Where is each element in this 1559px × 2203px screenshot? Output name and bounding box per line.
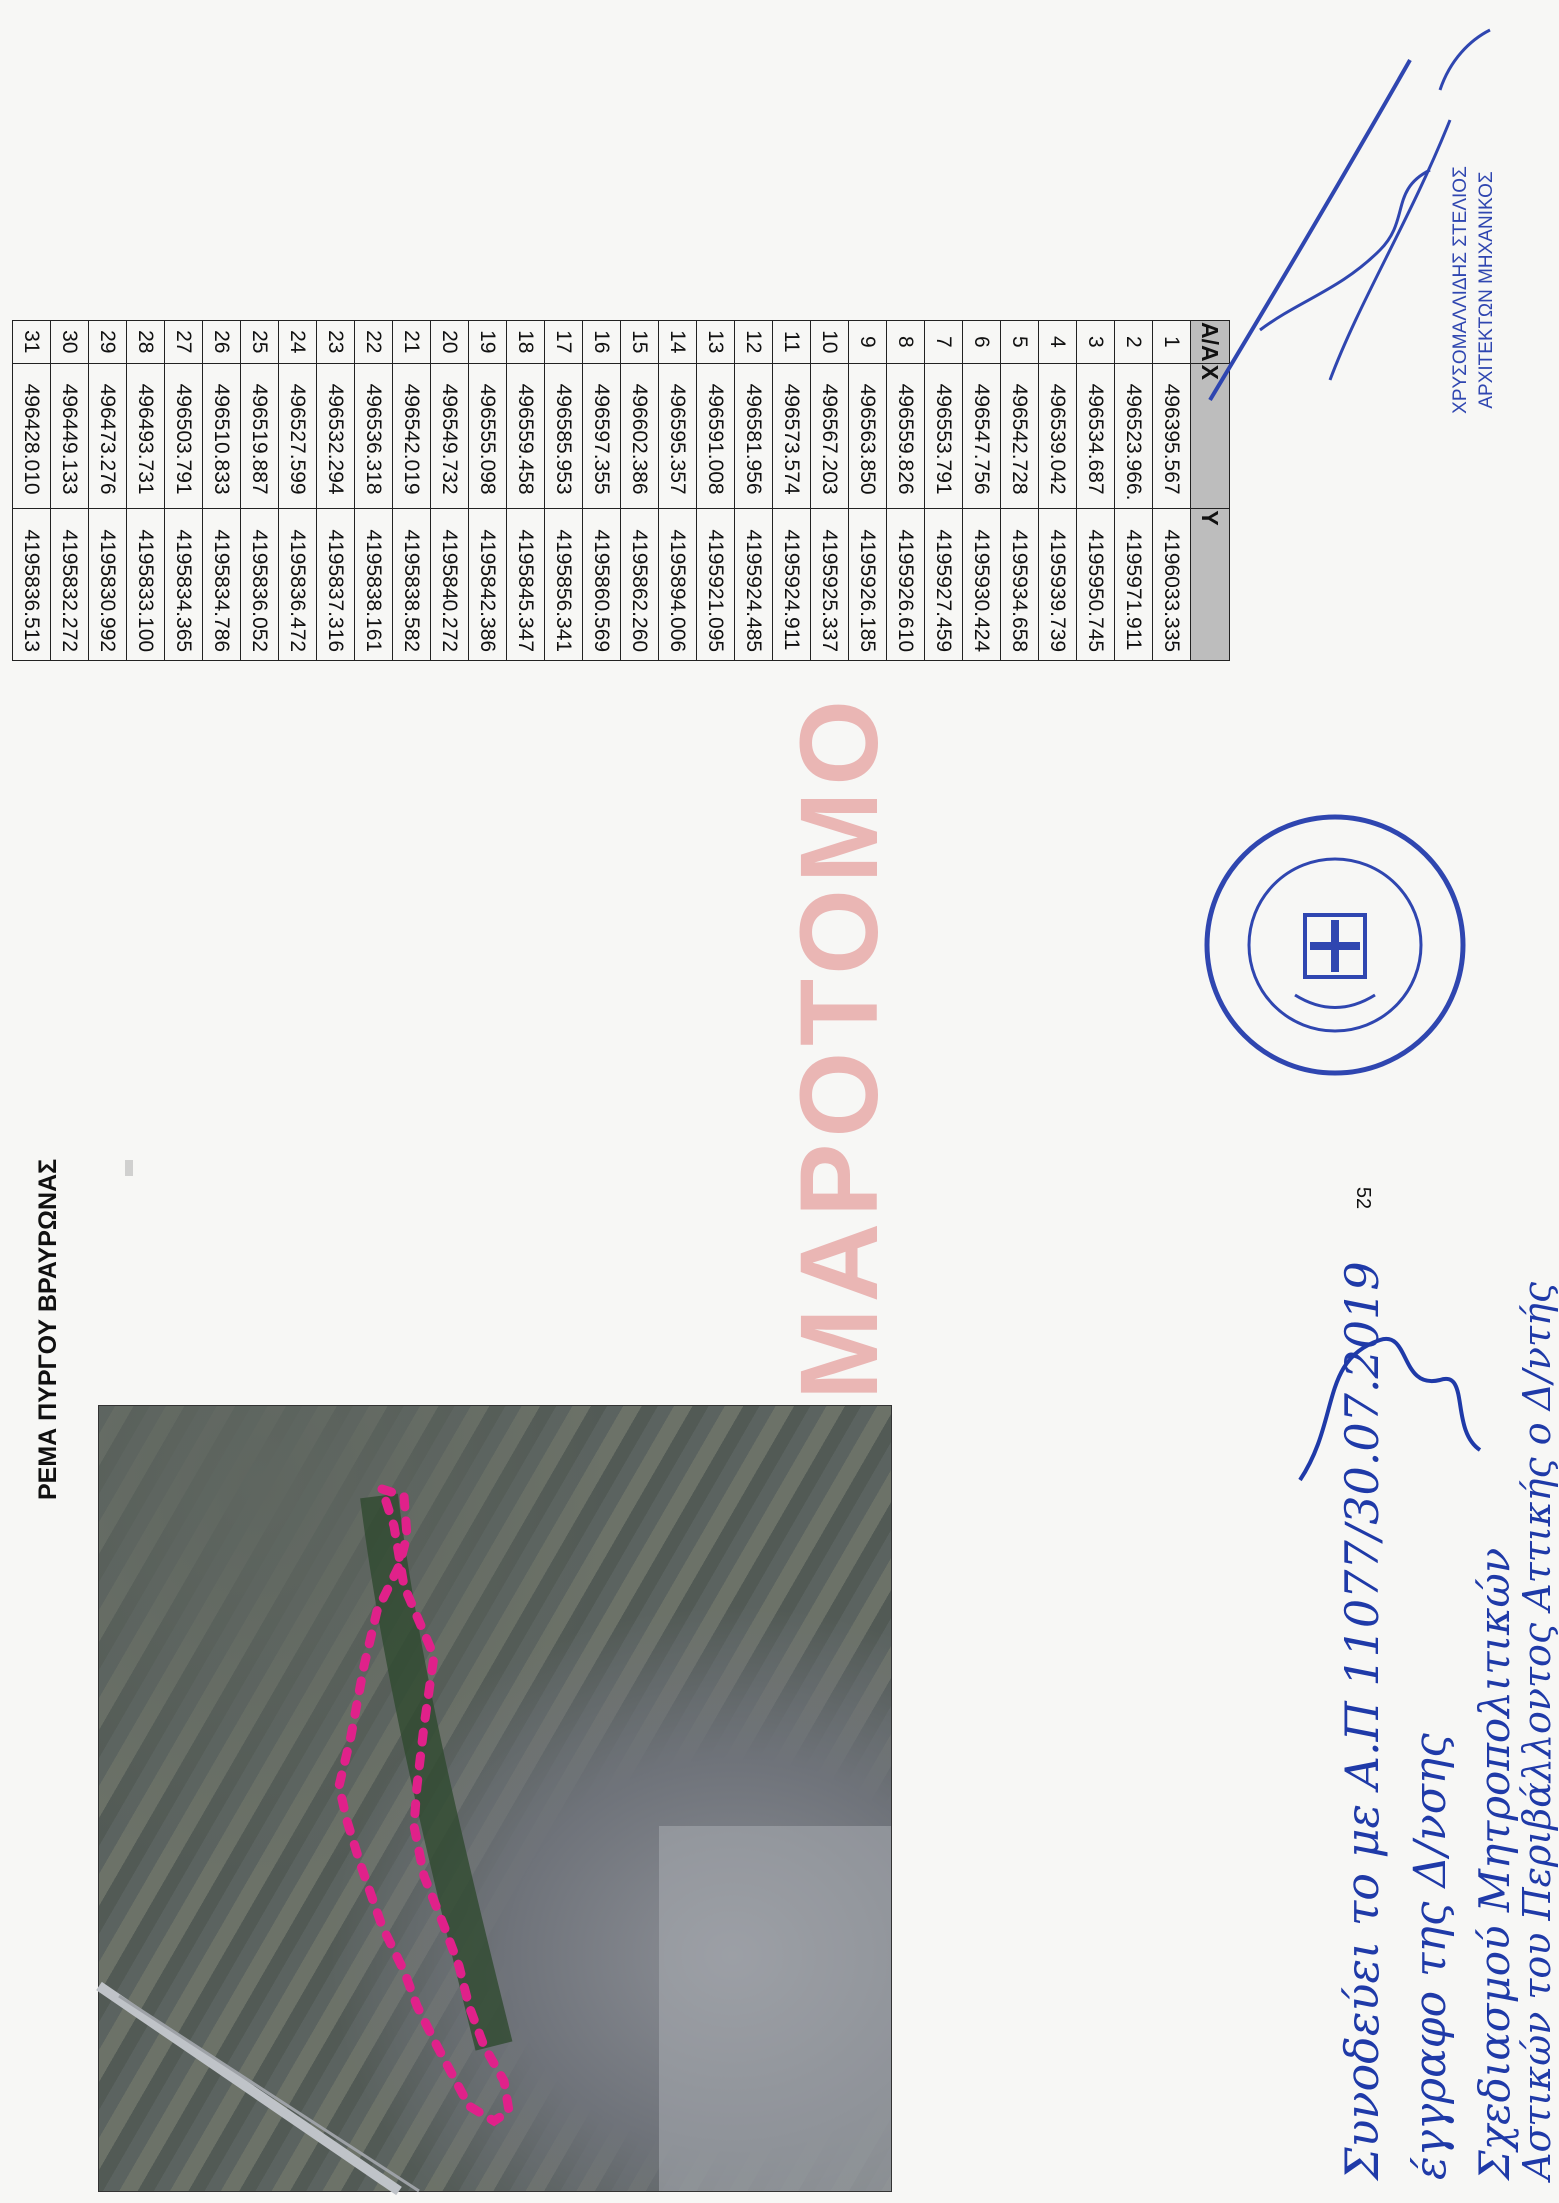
table-row	[393, 321, 431, 661]
table-cell-y: 4195926.610	[887, 509, 925, 661]
table-cell-index: 30	[51, 321, 89, 364]
table-cell-y: 4196033.335	[1153, 509, 1191, 661]
page-number: 52	[1352, 1186, 1374, 1210]
table-row	[355, 321, 393, 661]
map-overlay	[99, 1406, 891, 2191]
table-cell-x: 496549.732	[431, 363, 469, 509]
table-cell-index: 8	[887, 321, 925, 364]
table-cell-index: 10	[811, 321, 849, 364]
official-seal-stamp	[1195, 805, 1475, 1090]
scan-artifact	[125, 1160, 133, 1176]
satellite-map-image	[98, 1405, 892, 2192]
table-cell-x: 496542.728	[1001, 363, 1039, 509]
table-cell-index: 17	[545, 321, 583, 364]
signature-stamp-top	[1190, 0, 1520, 425]
table-row	[127, 321, 165, 661]
table-cell-index: 14	[659, 321, 697, 364]
table-cell-index: 3	[1077, 321, 1115, 364]
coordinates-table	[12, 320, 1230, 661]
table-cell-x: 496449.133	[51, 363, 89, 509]
table-row	[1001, 321, 1039, 661]
table-cell-x: 496547.756	[963, 363, 1001, 509]
table-row	[773, 321, 811, 661]
table-cell-x: 496559.458	[507, 363, 545, 509]
table-cell-index: 25	[241, 321, 279, 364]
table-row	[1153, 321, 1191, 661]
table-cell-x: 496581.956	[735, 363, 773, 509]
table-cell-y: 4195837.316	[317, 509, 355, 661]
table-row	[735, 321, 773, 661]
page-title: ΡΕΜΑ ΠΥΡΓΟΥ ΒΡΑΥΡΩΝΑΣ	[34, 1158, 62, 1500]
table-cell-y: 4195934.658	[1001, 509, 1039, 661]
table-cell-x: 496555.098	[469, 363, 507, 509]
table-cell-index: 9	[849, 321, 887, 364]
table-cell-y: 4195842.386	[469, 509, 507, 661]
table-cell-index: 5	[1001, 321, 1039, 364]
table-cell-x: 496567.203	[811, 363, 849, 509]
table-cell-x: 496523.966.	[1115, 363, 1153, 509]
table-cell-index: 19	[469, 321, 507, 364]
table-row	[1077, 321, 1115, 661]
coordinates-table-container	[12, 320, 1230, 661]
handwritten-note-line: Αστικών του Περιβάλλοντος Αττικής ο Δ/ντής	[1515, 1281, 1559, 2180]
table-cell-y: 4195836.052	[241, 509, 279, 661]
table-cell-y: 4195924.911	[773, 509, 811, 661]
engineer-name: ΧΡΥΣΟΜΑΛΛΙΔΗΣ ΣΤΕΛΙΟΣ	[1450, 166, 1471, 414]
table-cell-y: 4195939.739	[1039, 509, 1077, 661]
handwritten-note-line: έγγραφο της Δ/νσης	[1405, 1733, 1456, 2180]
table-cell-y: 4195950.745	[1077, 509, 1115, 661]
table-cell-x: 496597.355	[583, 363, 621, 509]
table-cell-y: 4195930.424	[963, 509, 1001, 661]
highway-line	[99, 1986, 399, 2191]
table-cell-y: 4195833.100	[127, 509, 165, 661]
table-cell-index: 16	[583, 321, 621, 364]
table-row	[241, 321, 279, 661]
table-cell-x: 496503.791	[165, 363, 203, 509]
table-cell-x: 496527.599	[279, 363, 317, 509]
table-row	[887, 321, 925, 661]
table-cell-y: 4195926.185	[849, 509, 887, 661]
table-cell-x: 496395.567	[1153, 363, 1191, 509]
table-cell-y: 4195836.513	[13, 509, 51, 661]
table-cell-x: 496585.953	[545, 363, 583, 509]
table-cell-index: 29	[89, 321, 127, 364]
table-cell-index: 2	[1115, 321, 1153, 364]
signature-stamp-bottom	[1260, 1300, 1500, 1545]
table-row	[1039, 321, 1077, 661]
town-area	[659, 1826, 891, 2191]
table-cell-y: 4195832.272	[51, 509, 89, 661]
map-watermark: MAPOTOMO	[778, 694, 901, 1400]
table-cell-x: 496493.731	[127, 363, 165, 509]
table-row	[469, 321, 507, 661]
table-cell-index: 20	[431, 321, 469, 364]
table-cell-y: 4195840.272	[431, 509, 469, 661]
table-row	[203, 321, 241, 661]
signature-icon	[1190, 0, 1520, 420]
table-row	[507, 321, 545, 661]
table-row	[89, 321, 127, 661]
table-cell-x: 496539.042	[1039, 363, 1077, 509]
table-row	[659, 321, 697, 661]
table-row	[279, 321, 317, 661]
table-cell-index: 23	[317, 321, 355, 364]
table-cell-x: 496519.887	[241, 363, 279, 509]
table-cell-y: 4195894.006	[659, 509, 697, 661]
table-cell-x: 496559.826	[887, 363, 925, 509]
handwritten-note-line: Συνοδεύει το με Α.Π 11077/30.07.2019	[1335, 1261, 1389, 2180]
table-cell-x: 496573.574	[773, 363, 811, 509]
table-cell-index: 22	[355, 321, 393, 364]
table-row	[697, 321, 735, 661]
table-cell-x: 496428.010	[13, 363, 51, 509]
table-cell-y: 4195838.161	[355, 509, 393, 661]
table-cell-y: 4195924.485	[735, 509, 773, 661]
table-cell-index: 31	[13, 321, 51, 364]
table-cell-index: 6	[963, 321, 1001, 364]
table-cell-x: 496591.008	[697, 363, 735, 509]
table-cell-index: 21	[393, 321, 431, 364]
table-row	[849, 321, 887, 661]
table-row	[1115, 321, 1153, 661]
table-cell-y: 4195834.786	[203, 509, 241, 661]
table-cell-y: 4195834.365	[165, 509, 203, 661]
table-cell-index: 26	[203, 321, 241, 364]
table-cell-x: 496563.850	[849, 363, 887, 509]
table-row	[621, 321, 659, 661]
table-cell-index: 12	[735, 321, 773, 364]
table-cell-y: 4195921.095	[697, 509, 735, 661]
table-cell-index: 13	[697, 321, 735, 364]
table-row	[13, 321, 51, 661]
table-cell-index: 11	[773, 321, 811, 364]
table-cell-index: 7	[925, 321, 963, 364]
table-cell-x: 496532.294	[317, 363, 355, 509]
table-row	[431, 321, 469, 661]
table-row	[51, 321, 89, 661]
table-row	[165, 321, 203, 661]
table-cell-x: 496553.791	[925, 363, 963, 509]
table-cell-y: 4195836.472	[279, 509, 317, 661]
table-cell-index: 24	[279, 321, 317, 364]
engineer-title: ΑΡΧΙΤΕΚΤΩΝ ΜΗΧΑΝΙΚΟΣ	[1476, 171, 1497, 409]
table-cell-x: 496510.833	[203, 363, 241, 509]
table-cell-y: 4195971.911	[1115, 509, 1153, 661]
table-cell-y: 4195845.347	[507, 509, 545, 661]
table-row	[583, 321, 621, 661]
table-cell-x: 496534.687	[1077, 363, 1115, 509]
highway-lane	[119, 1996, 419, 2191]
table-cell-x: 496536.318	[355, 363, 393, 509]
table-cell-index: 4	[1039, 321, 1077, 364]
table-cell-y: 4195838.582	[393, 509, 431, 661]
table-cell-y: 4195856.341	[545, 509, 583, 661]
table-cell-x: 496542.019	[393, 363, 431, 509]
table-cell-x: 496602.386	[621, 363, 659, 509]
table-cell-y: 4195860.569	[583, 509, 621, 661]
table-row	[317, 321, 355, 661]
table-cell-index: 15	[621, 321, 659, 364]
table-cell-y: 4195830.992	[89, 509, 127, 661]
table-cell-x: 496595.357	[659, 363, 697, 509]
table-cell-index: 27	[165, 321, 203, 364]
signature-icon	[1260, 1300, 1500, 1540]
handwritten-note-line: Σχεδιασμού Μητροπολιτικών	[1470, 1547, 1519, 2180]
table-header-index: A/A	[1191, 321, 1230, 364]
table-header-y: Y	[1191, 509, 1230, 661]
table-cell-index: 18	[507, 321, 545, 364]
table-header-x: X	[1191, 363, 1230, 509]
table-row	[545, 321, 583, 661]
table-cell-index: 1	[1153, 321, 1191, 364]
table-cell-index: 28	[127, 321, 165, 364]
table-row	[925, 321, 963, 661]
table-cell-y: 4195927.459	[925, 509, 963, 661]
table-cell-x: 496473.276	[89, 363, 127, 509]
seal-icon	[1195, 805, 1475, 1085]
table-cell-y: 4195862.260	[621, 509, 659, 661]
table-cell-y: 4195925.337	[811, 509, 849, 661]
table-row	[963, 321, 1001, 661]
table-row	[811, 321, 849, 661]
